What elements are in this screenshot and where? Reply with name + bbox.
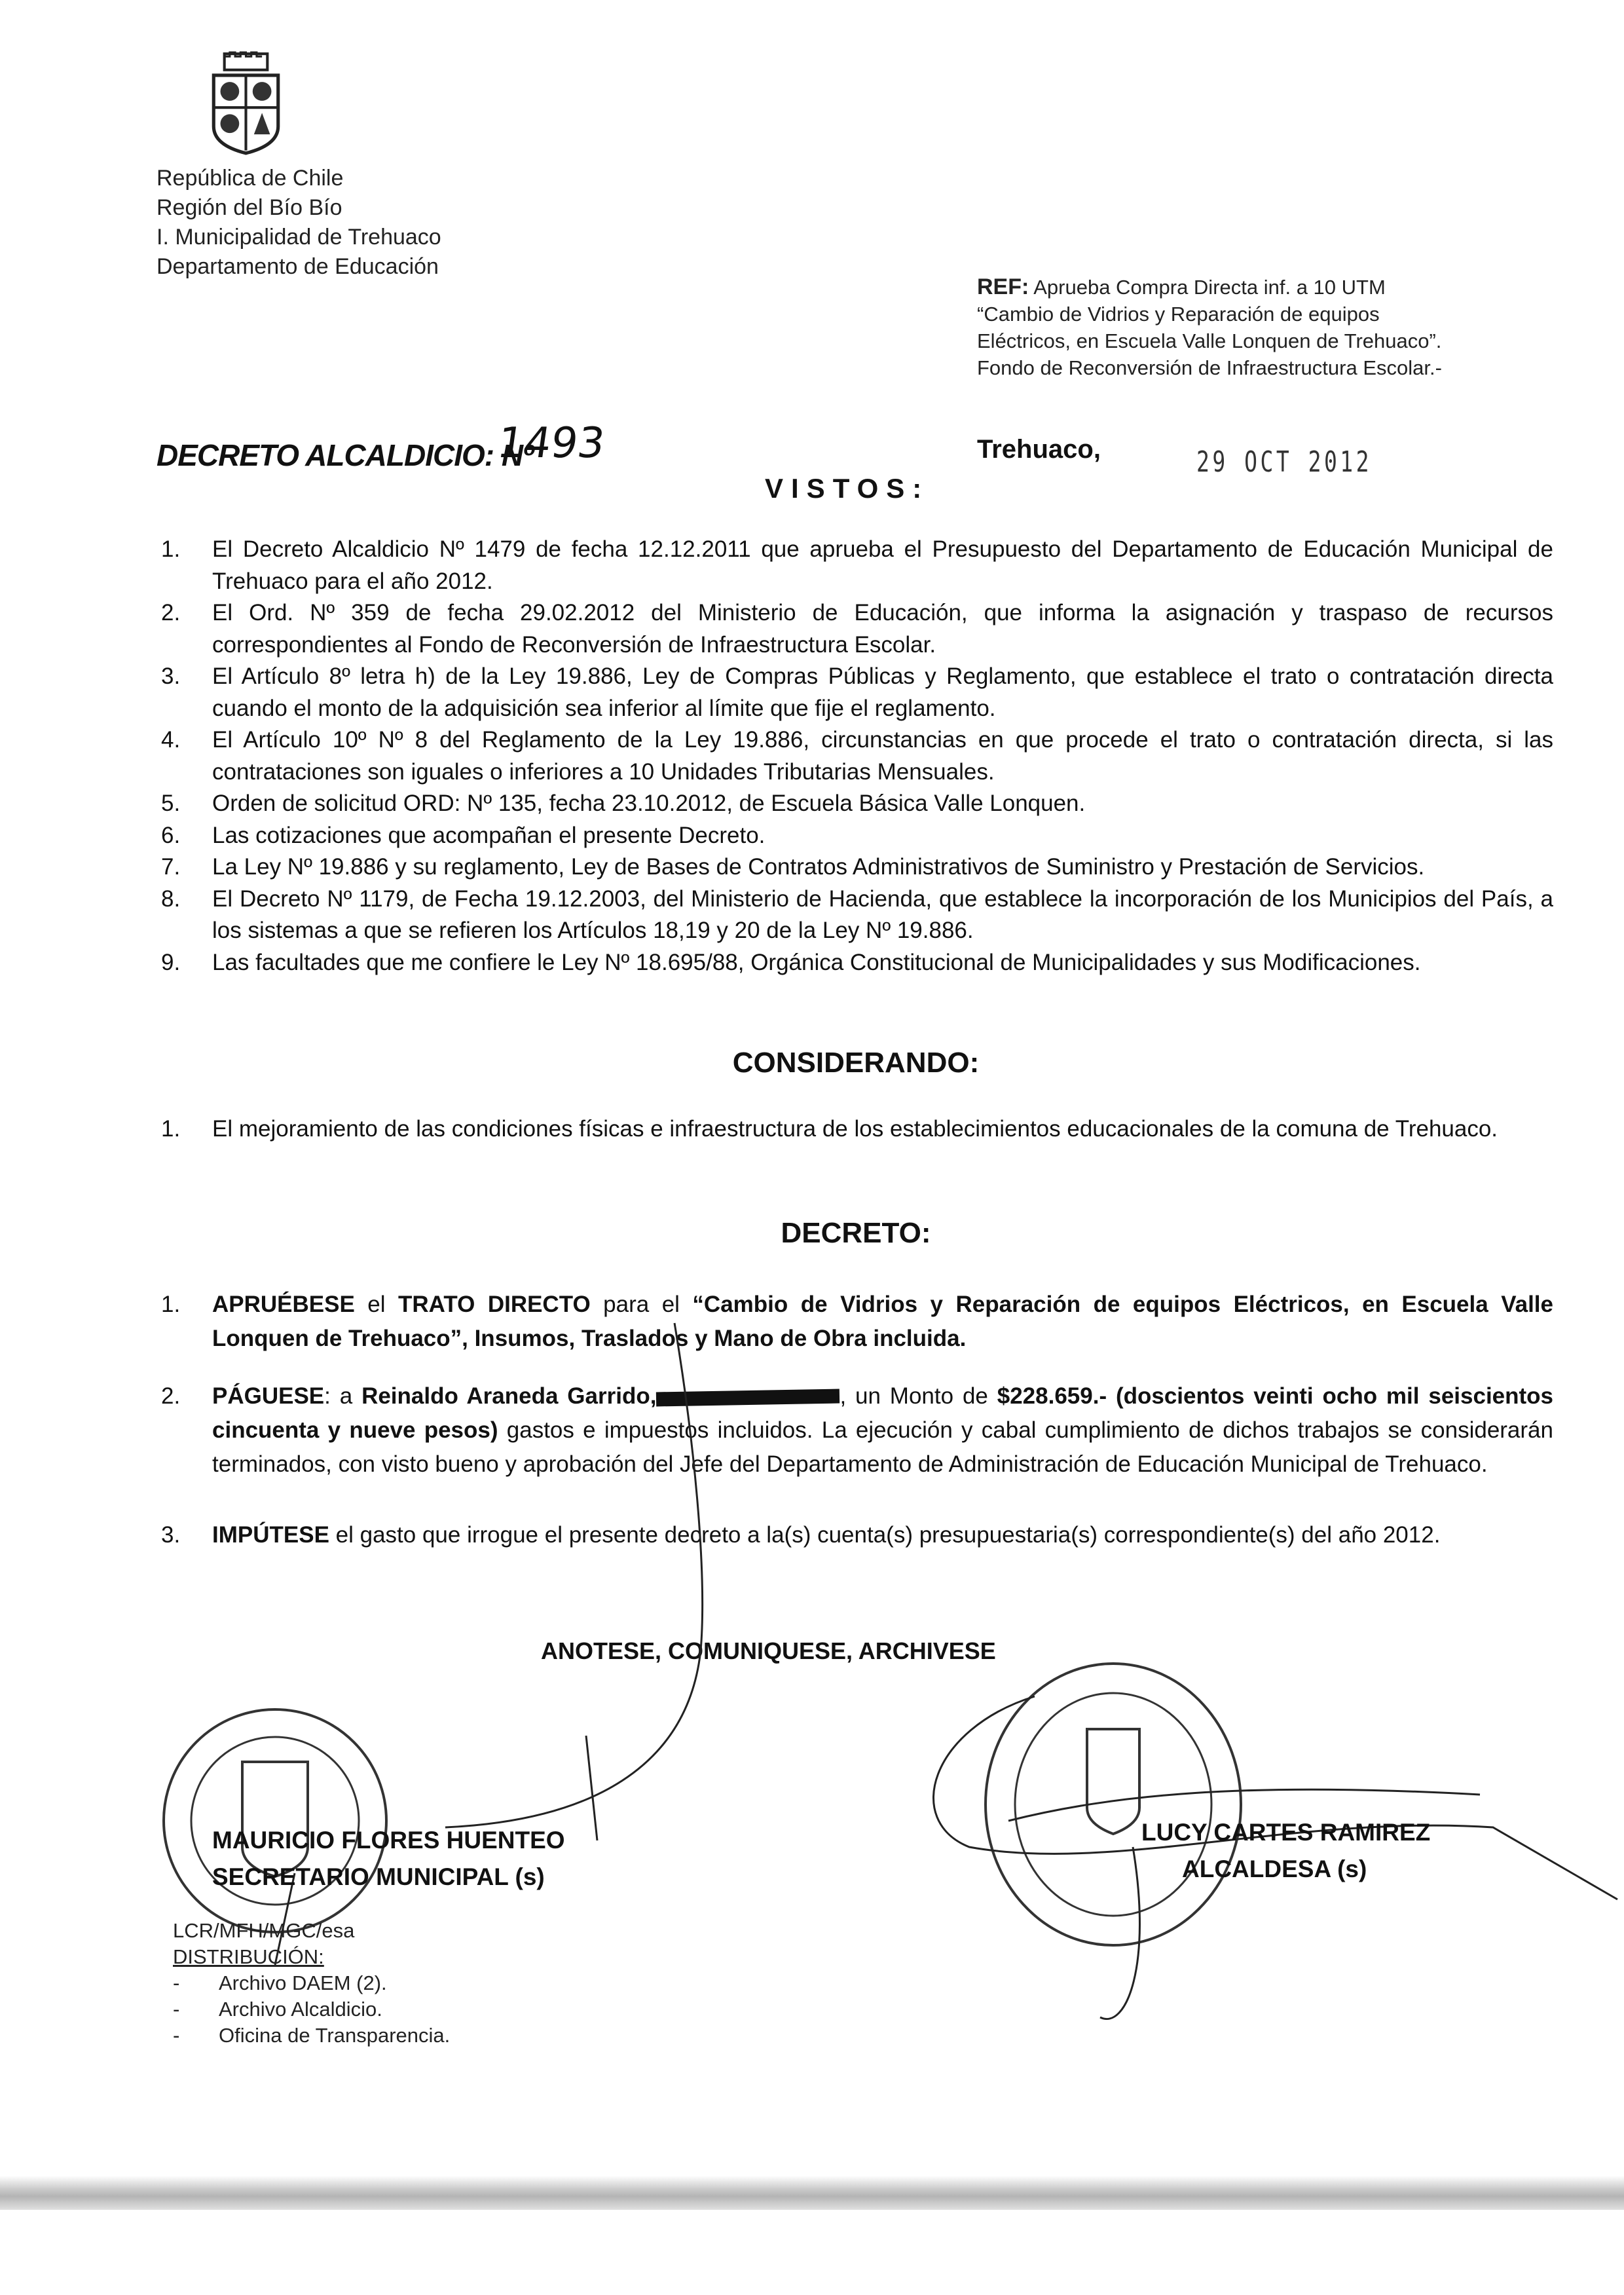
considerando-list: [161, 1113, 1553, 1146]
list-item: 3. IMPÚTESE el gasto que irrogue el presente decreto a la(s) cuenta(s) presupuestaria(s) correspondiente(s) del año 2012.: [161, 1522, 1441, 1548]
decree-title: DECRETO ALCALDICIO: Nº: [157, 438, 533, 472]
distribution-item: - Oficina de Transparencia.: [173, 2023, 450, 2049]
bold-text: $228.659.- (doscientos veinti ocho mil seiscientos cincuenta y nueve pesos): [212, 1383, 1554, 1443]
list-item: 1. APRUÉBESE el TRATO DIRECTO para el “Cambio de Vidrios y Reparación de equipos Eléctricos, en Escuela Valle Lonquen de Trehuaco”, Insumos, Traslados y Mano de Obra incluida.: [161, 1292, 1553, 1351]
list-item: 1. El mejoramiento de las condiciones físicas e infraestructura de los establecimientos educacionales de la comuna de Trehuaco.: [161, 1113, 1553, 1146]
text: el gasto que irrogue el presente decreto a la(s) cuenta(s) presupuestaria(s) correspondiente(s) del año 2012.: [329, 1522, 1441, 1548]
text: para el: [590, 1292, 693, 1317]
decree-number-handwritten: 1493: [494, 419, 608, 468]
bold-text: Reinaldo Araneda Garrido,: [361, 1383, 657, 1409]
mayor-name: LUCY CARTES RAMIREZ: [1141, 1819, 1431, 1846]
header-line: Departamento de Educación: [157, 254, 439, 279]
item-text: Orden de solicitud ORD: Nº 135, fecha 23.10.2012, de Escuela Básica Valle Lonquen.: [212, 791, 1086, 816]
list-item: 3. El Artículo 8º letra h) de la Ley 19.886, Ley de Compras Públicas y Reglamento, que establece el trato o contratación directa cuando el monto de la adquisición sea inferior al límite que fije el reglamento.: [161, 661, 1553, 724]
bold-text: APRUÉBESE: [212, 1292, 355, 1317]
bold-text: IMPÚTESE: [212, 1522, 329, 1548]
ref-line: Fondo de Reconversión de Infraestructura Escolar.-: [977, 356, 1442, 379]
redacted-rut: [656, 1389, 840, 1406]
institution-header: [157, 164, 441, 282]
distribution-item: - Archivo Alcaldicio.: [173, 1996, 450, 2023]
text: : a: [324, 1383, 362, 1409]
item-text: Las facultades que me confiere le Ley Nº 18.695/88, Orgánica Constitucional de Municipalidades y sus Modificaciones.: [212, 949, 1421, 975]
distribution-footer: [173, 1918, 450, 2049]
list-item: 5. Orden de solicitud ORD: Nº 135, fecha 23.10.2012, de Escuela Básica Valle Lonquen.: [161, 788, 1553, 820]
ref-line: Aprueba Compra Directa inf. a 10 UTM: [1033, 276, 1386, 299]
item-text: El Decreto Nº 1179, de Fecha 19.12.2003, del Ministerio de Hacienda, que establece la incorporación de los Municipios del País, a los sistemas a que se refieren los Artículos 18,19 y 20 de la Ley Nº 19.886.: [212, 886, 1553, 943]
vistos-list: [161, 534, 1553, 979]
list-item: 6. Las cotizaciones que acompañan el presente Decreto.: [161, 820, 1553, 852]
bold-text: TRATO DIRECTO: [398, 1292, 591, 1317]
considerando-heading: CONSIDERANDO:: [732, 1047, 980, 1079]
list-item: 7. La Ley Nº 19.886 y su reglamento, Ley de Bases de Contratos Administrativos de Suministro y Prestación de Servicios.: [161, 851, 1553, 884]
list-item: 9. Las facultades que me confiere le Ley Nº 18.695/88, Orgánica Constitucional de Municipalidades y sus Modificaciones.: [161, 947, 1553, 979]
distribution-label: DISTRIBUCIÓN:: [173, 1945, 324, 1968]
item-text: Las cotizaciones que acompañan el presente Decreto.: [212, 822, 766, 848]
text: gastos e impuestos incluidos. La ejecución y cabal cumplimiento de dichos trabajos se considerarán terminados, con visto bueno y aprobación del Jefe del Departamento de Administración de Educación Municipal de Trehuaco.: [212, 1417, 1553, 1477]
ref-label: REF:: [977, 274, 1029, 299]
item-text: El Ord. Nº 359 de fecha 29.02.2012 del Ministerio de Educación, que informa la asignación y traspaso de recursos correspondientes al Fondo de Reconversión de Infraestructura Escolar.: [212, 600, 1553, 658]
place: Trehuaco,: [977, 435, 1101, 464]
item-text: El Artículo 8º letra h) de la Ley 19.886, Ley de Compras Públicas y Reglamento, que establece el trato o contratación directa cuando el monto de la adquisición sea inferior al límite que fije el reglamento.: [212, 663, 1553, 721]
text: , un Monto de: [840, 1383, 997, 1409]
reference-block: [977, 274, 1442, 381]
list-item: 2. PÁGUESE: a Reinaldo Araneda Garrido, , un Monto de $228.659.- (doscientos veinti ocho mil seiscientos cincuenta y nueve pesos) gastos e impuestos incluidos. La ejecución y cabal cumplimiento de dichos trabajos se considerarán terminados, con visto bueno y aprobación del Jefe del Departamento de Administración de Educación Municipal de Trehuaco.: [161, 1383, 1554, 1477]
list-item: 2. El Ord. Nº 359 de fecha 29.02.2012 del Ministerio de Educación, que informa la asignación y traspaso de recursos correspondientes al Fondo de Reconversión de Infraestructura Escolar.: [161, 597, 1553, 661]
scan-edge-band: [0, 2176, 1624, 2210]
initials: LCR/MFH/MGC/esa: [173, 1919, 355, 1942]
ref-line: Eléctricos, en Escuela Valle Lonquen de Trehuaco”.: [977, 329, 1442, 352]
item-text: Archivo DAEM (2).: [219, 1971, 387, 1994]
secretary-title: SECRETARIO MUNICIPAL (s): [212, 1863, 545, 1890]
coat-of-arms-logo: [205, 51, 287, 156]
secretary-stamp: [164, 1709, 386, 1932]
secretary-signature-block: [212, 1822, 565, 1895]
closing-formula: ANOTESE, COMUNIQUESE, ARCHIVESE: [541, 1637, 996, 1664]
date-stamp: 29 OCT 2012: [1196, 445, 1373, 479]
item-text: La Ley Nº 19.886 y su reglamento, Ley de Bases de Contratos Administrativos de Suministro y Prestación de Servicios.: [212, 854, 1425, 880]
list-item: 4. El Artículo 10º Nº 8 del Reglamento de la Ley 19.886, circunstancias en que procede el trato o contratación directa, si las contrataciones son iguales o inferiores a 10 Unidades Tributarias Mensuales.: [161, 724, 1553, 788]
vistos-heading: VISTOS:: [765, 473, 930, 504]
bold-text: “Cambio de Vidrios y Reparación de equipos Eléctricos, en Escuela Valle Lonquen de Trehuaco”, Insumos, Traslados y Mano de Obra incluida.: [212, 1292, 1553, 1351]
item-text: El mejoramiento de las condiciones físicas e infraestructura de los establecimientos educacionales de la comuna de Trehuaco.: [212, 1116, 1498, 1142]
item-text: El Artículo 10º Nº 8 del Reglamento de la Ley 19.886, circunstancias en que procede el trato o contratación directa, si las contrataciones son iguales o inferiores a 10 Unidades Tributarias Mensuales.: [212, 727, 1553, 785]
item-text: Oficina de Transparencia.: [219, 2024, 451, 2047]
mayor-title: ALCALDESA (s): [1182, 1856, 1367, 1882]
item-text: Archivo Alcaldicio.: [219, 1998, 382, 2021]
mayor-signature-block: [1141, 1814, 1430, 1888]
decreto-list: [161, 1288, 1553, 1576]
ref-line: “Cambio de Vidrios y Reparación de equipos: [977, 303, 1380, 326]
header-line: República de Chile: [157, 166, 344, 191]
bold-text: PÁGUESE: [212, 1383, 325, 1409]
header-line: I. Municipalidad de Trehuaco: [157, 225, 441, 250]
decreto-heading: DECRETO:: [781, 1217, 931, 1249]
distribution-item: - Archivo DAEM (2).: [173, 1970, 450, 1996]
header-line: Región del Bío Bío: [157, 195, 342, 220]
list-item: 1. El Decreto Alcaldicio Nº 1479 de fecha 12.12.2011 que aprueba el Presupuesto del Departamento de Educación Municipal de Trehuaco para el año 2012.: [161, 534, 1553, 597]
text: el: [354, 1292, 399, 1317]
mayor-stamp: [986, 1664, 1241, 1945]
item-text: El Decreto Alcaldicio Nº 1479 de fecha 12.12.2011 que aprueba el Presupuesto del Departamento de Educación Municipal de Trehuaco para el año 2012.: [212, 536, 1553, 594]
list-item: 8. El Decreto Nº 1179, de Fecha 19.12.2003, del Ministerio de Hacienda, que establece la incorporación de los Municipios del País, a los sistemas a que se refieren los Artículos 18,19 y 20 de la Ley Nº 19.886.: [161, 884, 1553, 947]
secretary-name: MAURICIO FLORES HUENTEO: [212, 1827, 565, 1854]
